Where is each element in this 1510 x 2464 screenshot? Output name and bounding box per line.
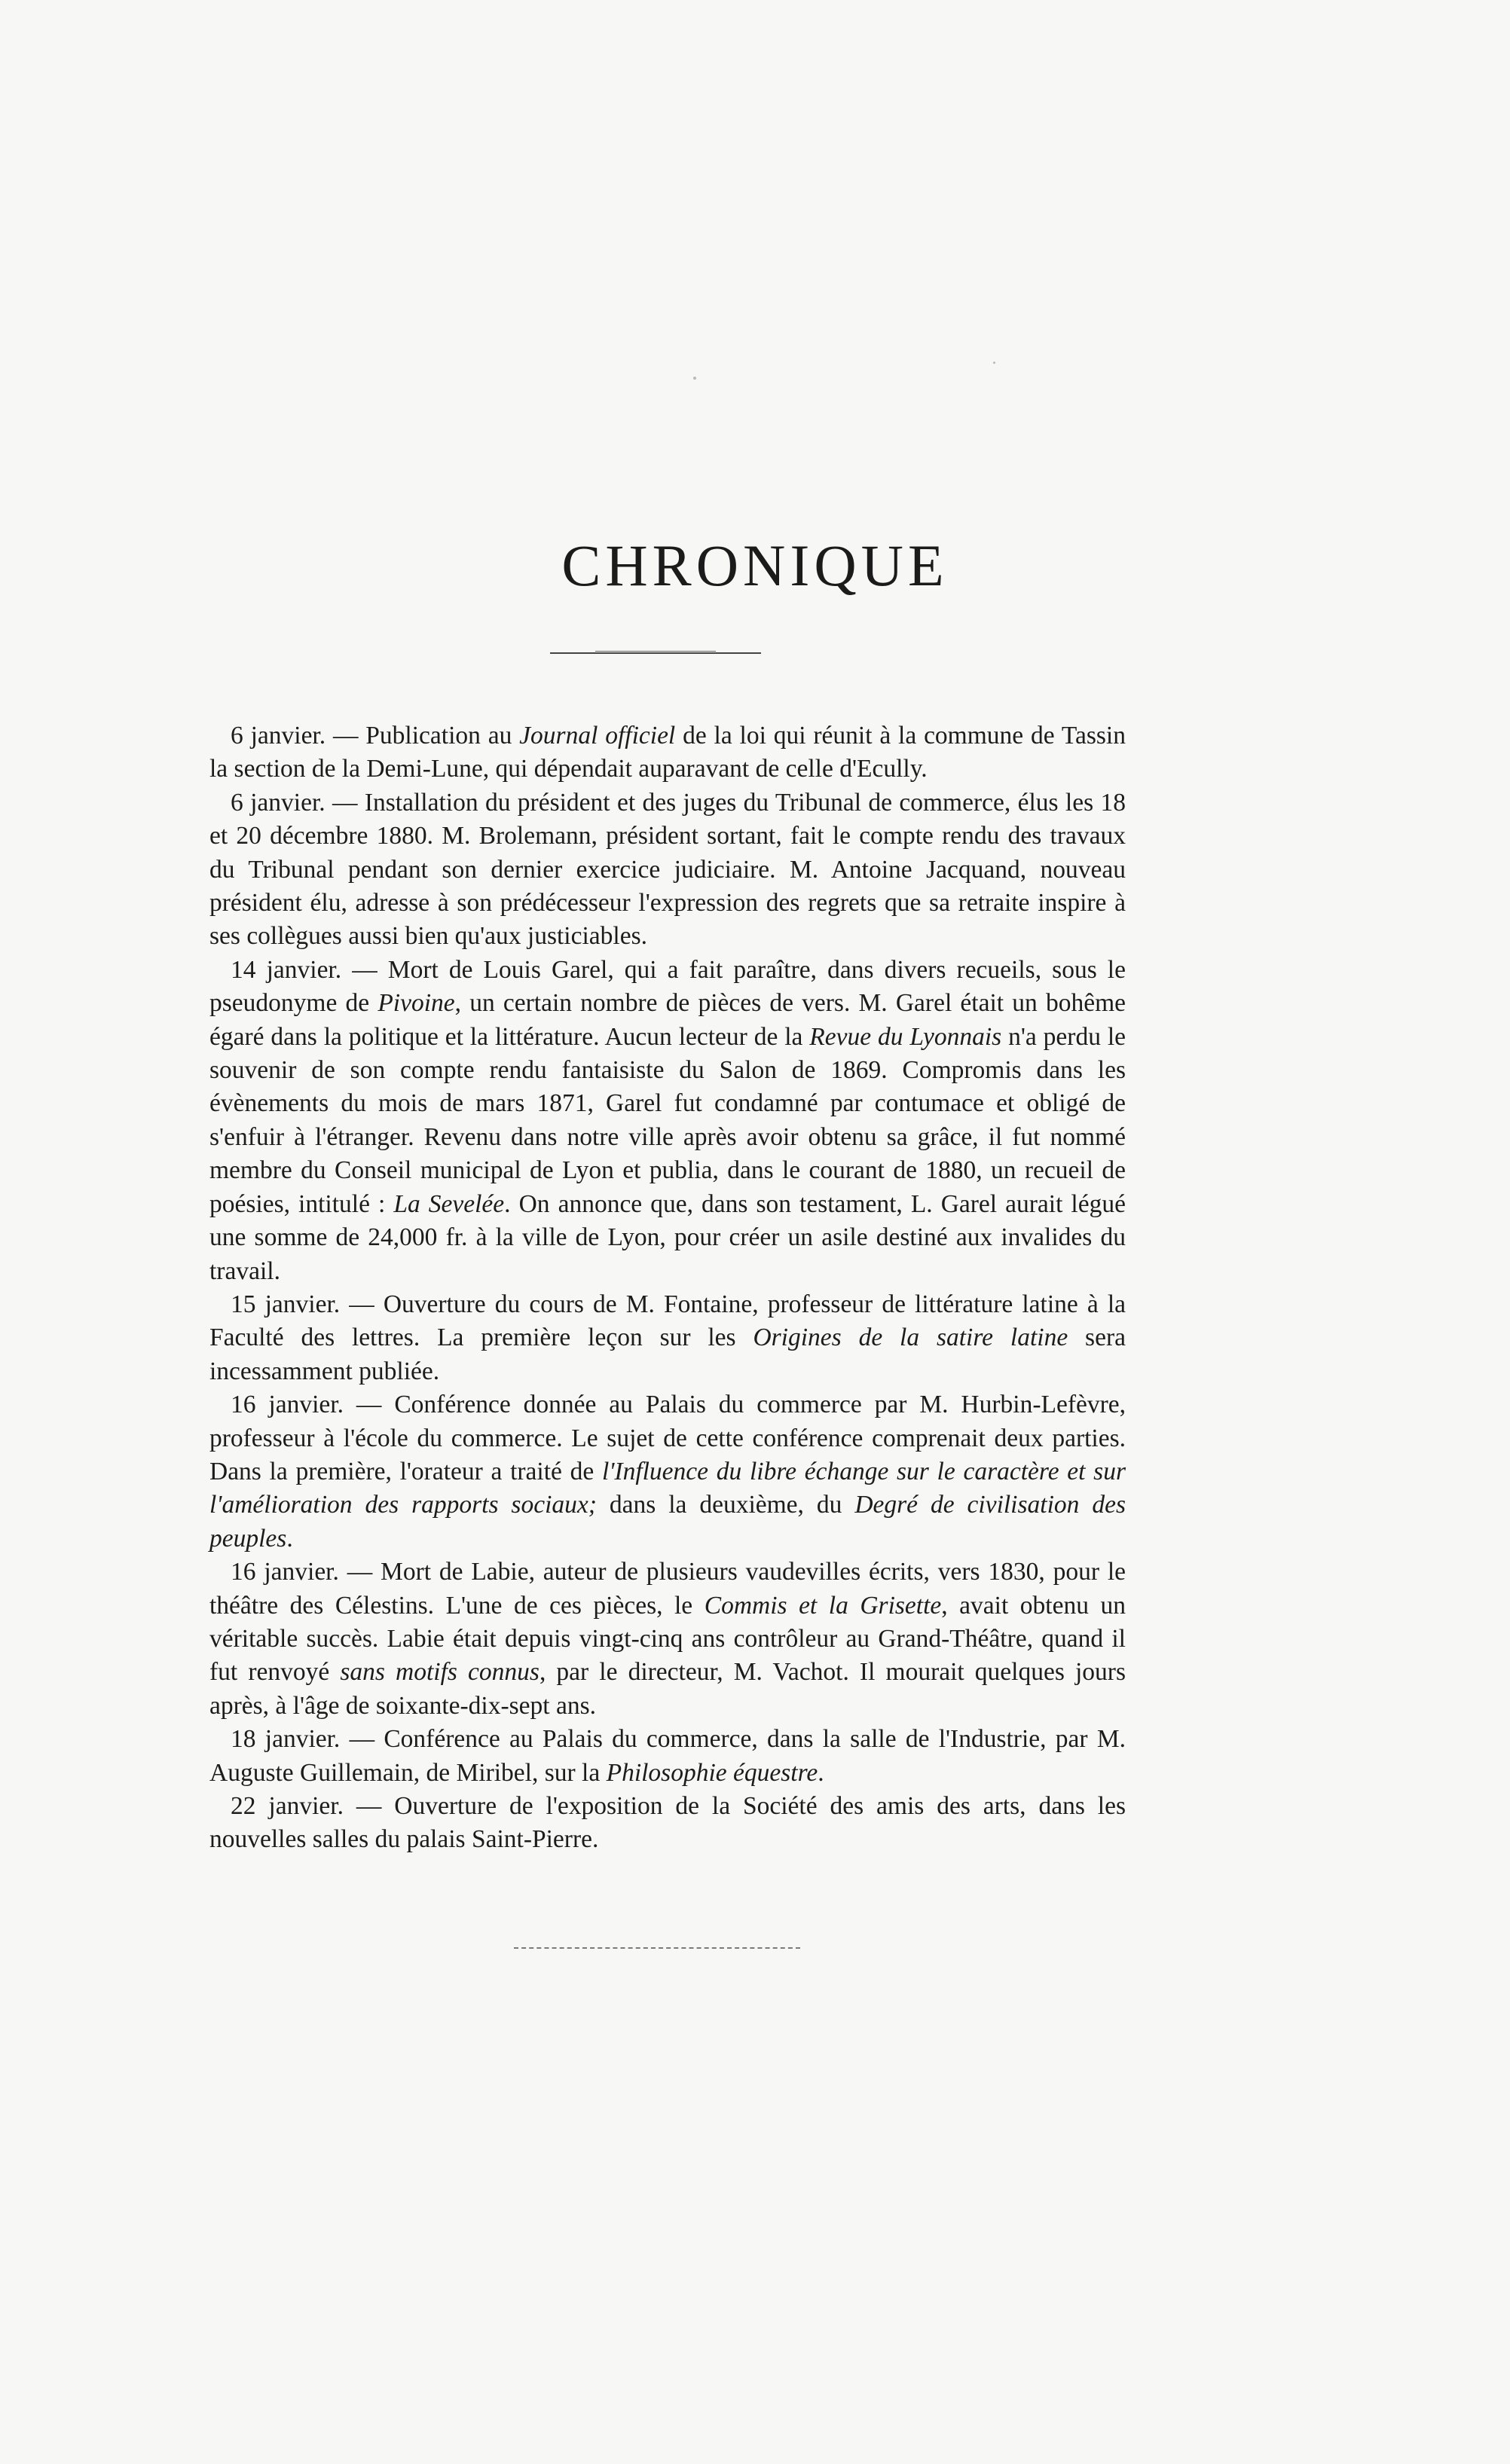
chronicle-entry bbox=[209, 954, 1126, 1288]
entry-text: dans la deuxième, du bbox=[596, 1491, 855, 1519]
entry-text: de la loi qui réunit à la commune de Tassin la section de la Demi-Lune, qui dépendait auparavant de celle d'Ecully. bbox=[209, 722, 1126, 783]
entry-text: 22 janvier. — Ouverture de l'exposition de la Société des amis des arts, dans les nouvelles salles du palais Saint-Pierre. bbox=[209, 1792, 1126, 1854]
chronicle-entry bbox=[209, 1556, 1126, 1723]
chronicle-body bbox=[209, 719, 1126, 1857]
entry-text: 14 janvier. — Mort de Louis Garel, qui a fait paraître, dans divers recueils, sous le pseudonyme de bbox=[209, 955, 1126, 1018]
entry-text: 18 janvier. — Conférence au Palais du commerce, dans la salle de l'Industrie, par M. Auguste Guillemain, de Miribel, sur la bbox=[209, 1725, 1126, 1787]
entry-text: 15 janvier. — Ouverture du cours de M. Fontaine, professeur de littérature latine à la Faculté des lettres. La première leçon sur les bbox=[209, 1290, 1126, 1352]
entry-text: 16 janvier. — Mort de Labie, auteur de plusieurs vaudevilles écrits, vers 1830, pour le théâtre des Célestins. L'une de ces pièces, le bbox=[209, 1558, 1126, 1620]
entry-text: 6 janvier. — Installation du président et des juges du Tribunal de commerce, élus les 18 et 20 décembre 1880. M. Brolemann, président sortant, fait le compte rendu des travaux du Tribunal pendant son dernier exercice judiciaire. M. Antoine Jacquand, nouveau président élu, adresse à son prédécesseur l'expression des regrets que sa retraite inspire à ses collègues aussi bien qu'aux justiciables. bbox=[209, 788, 1126, 951]
italic-title-text: Revue du Lyonnais bbox=[809, 1022, 1002, 1051]
entry-text: . On annonce que, dans son testament, L. Garel aurait légué une somme de 24,000 fr. à la ville de Lyon, pour créer un asile destiné aux invalides du travail. bbox=[209, 1189, 1126, 1285]
entry-text: n'a perdu le souvenir de son compte rendu fantaisiste du Salon de 1869. Compromis dans les évènements du mois de mars 1871, Garel fut condamné par contumace et obligé de s'enfuir à l'étranger. Revenu dans notre ville après avoir obtenu sa grâce, il fut nommé membre du Conseil municipal de Lyon et publia, dans le courant de 1880, un recueil de poésies, intitulé : bbox=[209, 1022, 1126, 1218]
italic-title-text: La Sevelée bbox=[393, 1189, 505, 1218]
italic-title-text: Degré de civilisation des peuples bbox=[209, 1491, 1126, 1553]
chronicle-entry bbox=[209, 786, 1126, 954]
paper-speck bbox=[693, 377, 696, 380]
italic-title-text: Philosophie équestre bbox=[606, 1758, 818, 1787]
italic-title-text: Journal officiel bbox=[519, 722, 676, 750]
chronicle-entry bbox=[209, 1723, 1126, 1790]
entry-text: 16 janvier. — Conférence donnée au Palais du commerce par M. Hurbin-Lefèvre, professeur à l'école du commerce. Le sujet de cette conférence comprenait deux parties. Dans la première, l'orateur a traité de bbox=[209, 1391, 1126, 1485]
italic-title-text: l'Influence du libre échange sur le caractère et sur l'amélioration des rapports sociaux; bbox=[209, 1457, 1126, 1519]
chronicle-entry bbox=[209, 719, 1126, 786]
italic-title-text: Commis et la Grisette bbox=[704, 1591, 942, 1620]
chronicle-entry bbox=[209, 1288, 1126, 1388]
page-title: CHRONIQUE bbox=[561, 533, 949, 598]
entry-text: , avait obtenu un véritable succès. Labie était depuis vingt-cinq ans contrôleur au Grand-Théâtre, quand il fut renvoyé bbox=[209, 1591, 1126, 1687]
entry-text: sera incessamment publiée. bbox=[209, 1324, 1126, 1385]
entry-text: . bbox=[286, 1524, 293, 1553]
title-divider bbox=[550, 652, 761, 654]
end-divider bbox=[514, 1947, 800, 1949]
entry-text: . bbox=[818, 1758, 824, 1787]
entry-text: , un certain nombre de pièces de vers. M. Garel était un bohême égaré dans la politique et la littérature. Aucun lecteur de la bbox=[209, 989, 1126, 1051]
paper-speck bbox=[993, 362, 995, 364]
entry-text: , par le directeur, M. Vachot. Il mourait quelques jours après, à l'âge de soixante-dix-sept ans. bbox=[209, 1658, 1126, 1720]
italic-title-text: Origines de la satire latine bbox=[753, 1324, 1068, 1352]
italic-title-text: Pivoine bbox=[378, 989, 455, 1018]
chronicle-entry bbox=[209, 1790, 1126, 1857]
entry-text: 6 janvier. — Publication au bbox=[231, 722, 520, 750]
italic-title-text: sans motifs connus bbox=[340, 1658, 540, 1687]
chronicle-entry bbox=[209, 1388, 1126, 1556]
